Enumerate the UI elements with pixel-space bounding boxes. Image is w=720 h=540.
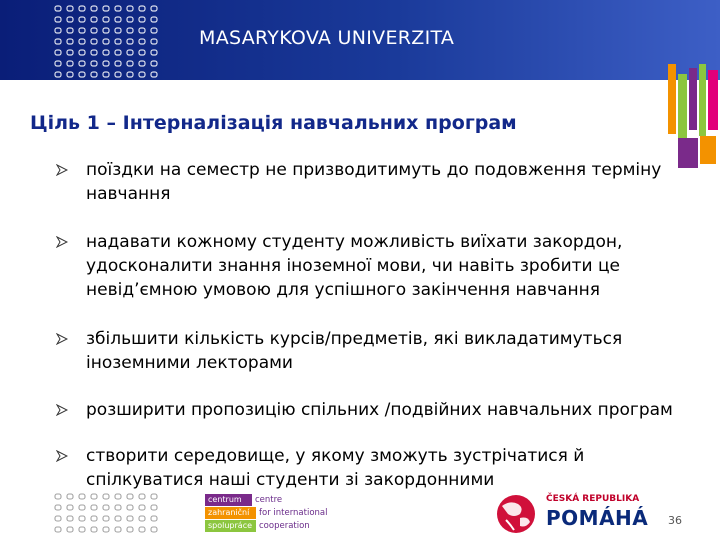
list-item [56, 327, 696, 375]
bullet-line: навчання [86, 184, 171, 204]
bullet-list [56, 158, 696, 492]
arrow-bullet-icon [56, 450, 68, 462]
partner-logo-line1: ČESKÁ REPUBLIKA [546, 494, 640, 504]
centre-international-cooperation-logo [205, 492, 355, 534]
list-item [56, 230, 696, 302]
czech-aid-globe-icon [490, 490, 542, 536]
bullet-line: розширити пропозицію спільних /подвійних навчальних програм [86, 400, 673, 420]
dots-pattern-bottom [53, 492, 168, 540]
bullet-line: збільшити кількість курсів/предметів, які викладатимуться [86, 329, 623, 349]
logo-box: zahraniční [205, 507, 256, 519]
list-item [56, 398, 696, 422]
bullet-line: поїздки на семестр не призводитимуть до подовження терміну [86, 160, 662, 180]
partner-logo-line2: POMÁHÁ [546, 506, 649, 530]
dots-pattern-top [53, 2, 168, 78]
bullet-line: удосконалити знання іноземної мови, чи навіть зробити це [86, 256, 621, 276]
bullet-line: іноземними лекторами [86, 353, 293, 373]
list-item [56, 444, 696, 492]
bullet-line: створити середовище, у якому зможуть зустрічатися й [86, 446, 585, 466]
bullet-line: невід’ємною умовою для успішного закінчення навчання [86, 280, 600, 300]
logo-text: cooperation [259, 521, 310, 531]
slide-title: Ціль 1 – Інтерналізація навчальних програм [30, 112, 517, 134]
logo-box: spolupráce [205, 520, 256, 532]
arrow-bullet-icon [56, 236, 68, 248]
logo-text: for international [259, 508, 328, 518]
bullet-line: надавати кожному студенту можливість виїхати закордон, [86, 232, 623, 252]
university-logo-text: MASARYKOVA UNIVERZITA [199, 27, 455, 49]
arrow-bullet-icon [56, 333, 68, 345]
logo-text: centre [255, 495, 283, 505]
arrow-bullet-icon [56, 164, 68, 176]
bullet-line: спілкуватися наші студенти зі закордонними [86, 470, 495, 490]
arrow-bullet-icon [56, 404, 68, 416]
page-number: 36 [668, 514, 682, 527]
logo-box: centrum [205, 494, 252, 506]
list-item [56, 158, 696, 206]
